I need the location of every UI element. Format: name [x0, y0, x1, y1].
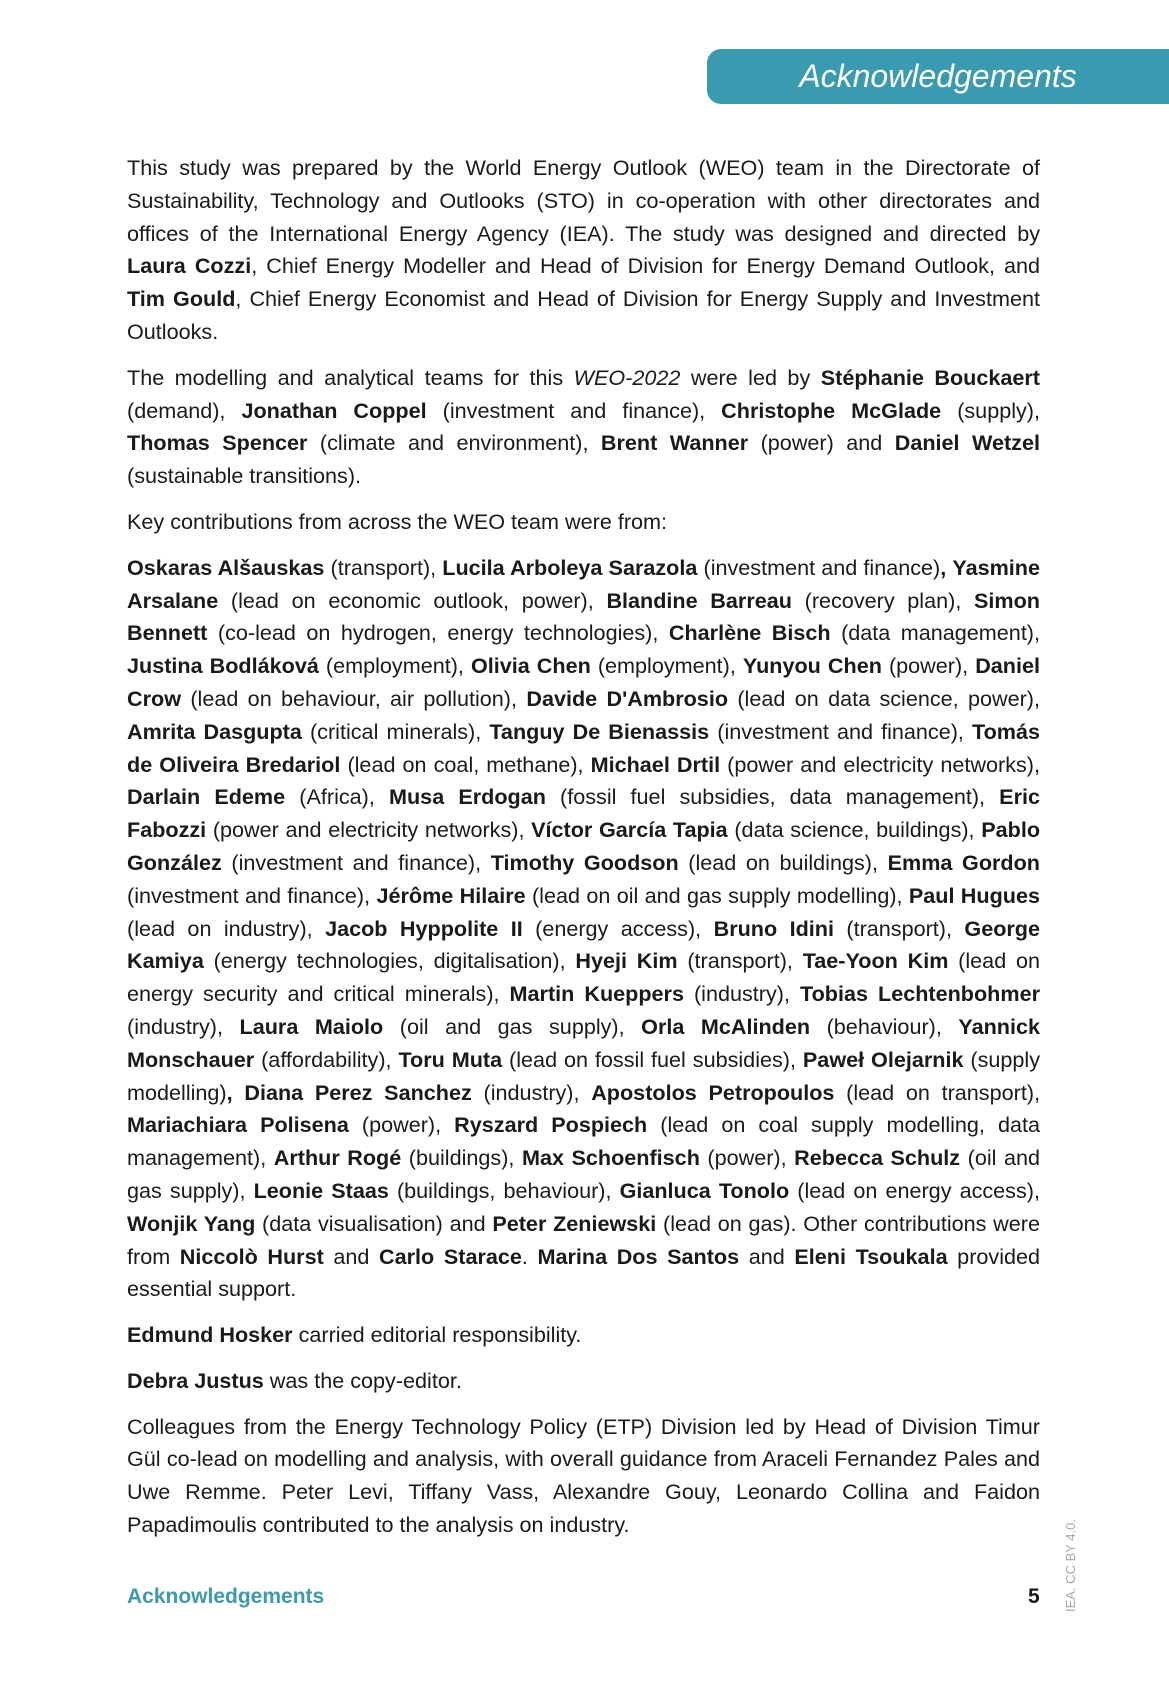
paragraph-text: (power), — [881, 653, 976, 679]
paragraph-text: (lead on data science, power), — [728, 685, 1041, 711]
paragraph — [127, 1365, 1040, 1398]
contributor-name: Michael Drtil — [590, 751, 721, 777]
contributor-name: Carlo Starace — [379, 1243, 522, 1269]
contributor-name: Jérôme Hilaire — [376, 882, 526, 908]
contributor-name: Charlène Bisch — [668, 620, 831, 646]
contributor-name: , — [226, 1079, 233, 1105]
paragraph-text: (power and electricity networks), — [720, 751, 1040, 777]
paragraph-text: were led by — [680, 364, 821, 390]
contributor-name: Thomas Spencer — [127, 430, 308, 456]
paragraph-text: (data visualisation) and — [255, 1210, 493, 1236]
contributor-name: Debra Justus — [127, 1367, 264, 1393]
contributor-name: Tae-Yoon Kim — [802, 948, 949, 974]
paragraph-text: (lead on oil and gas supply modelling), — [525, 882, 909, 908]
section-header-tab — [707, 49, 1169, 104]
paragraph-text: (investment and finance), — [709, 718, 972, 744]
paragraph — [127, 1319, 1040, 1352]
paragraph-text: (transport), — [324, 554, 443, 580]
contributor-name: Olivia Chen — [470, 653, 591, 679]
contributor-name: Hyeji Kim — [575, 948, 678, 974]
paragraph-text: (power), — [348, 1112, 455, 1138]
paragraph-text: (lead on buildings), — [678, 849, 888, 875]
paragraph-text: , Chief Energy Economist and Head of Division for Energy Supply and Investment Outlooks. — [127, 286, 1040, 344]
paragraph-text: (lead on gas). Other contributions were from — [127, 1210, 1040, 1269]
contributor-name: Gianluca Tonolo — [619, 1177, 790, 1203]
contributor-name: Jonathan Coppel — [241, 397, 427, 423]
paragraph-text: (lead on behaviour, air pollution), — [180, 685, 527, 711]
contributor-name: Daniel Crow — [127, 653, 1040, 711]
footer-section-label: Acknowledgements — [127, 1585, 325, 1608]
paragraph-text: The modelling and analytical teams for this — [127, 364, 574, 390]
contributor-name: Oskaras Alšauskas — [127, 554, 325, 580]
paragraph-text: (buildings), — [401, 1145, 522, 1171]
paragraph-text: (industry), — [127, 1013, 240, 1039]
contributor-name: Timothy Goodson — [490, 849, 679, 875]
paragraph-text: and — [323, 1243, 380, 1269]
paragraph-text: (climate and environment), — [307, 430, 601, 456]
paragraph-text: (data management), — [830, 620, 1041, 646]
page-number: 5 — [1028, 1585, 1040, 1608]
paragraph-text: (lead on economic outlook, power), — [218, 587, 607, 613]
contributor-name: Tim Gould — [127, 286, 236, 312]
contributor-name: Pablo González — [127, 817, 1041, 875]
paragraph-text — [233, 1080, 245, 1105]
paragraph-text: (investment and finance), — [221, 849, 491, 875]
paragraph-text: (industry), — [471, 1079, 592, 1105]
paragraph-text: (fossil fuel subsidies, data management), — [545, 784, 1000, 810]
paragraph-text: (lead on energy security and critical minerals), — [127, 948, 1040, 1007]
contributor-name: Justina Bodláková — [127, 653, 319, 679]
contributor-name: Toru Muta — [398, 1046, 503, 1072]
contributor-name: Daniel Wetzel — [894, 430, 1040, 456]
contributor-name: Ryszard Pospiech — [454, 1112, 648, 1138]
paragraph-text: and — [739, 1243, 795, 1269]
contributor-name: Arthur Rogé — [273, 1145, 402, 1171]
contributor-name: Yannick Monschauer — [127, 1013, 1040, 1072]
paragraph-text: (investment and finance), — [127, 882, 377, 908]
paragraph-text: (supply), — [941, 397, 1040, 423]
paragraph-text: (industry), — [683, 981, 800, 1007]
paragraph-text: (transport), — [833, 915, 965, 941]
contributor-name: Laura Cozzi — [127, 253, 252, 279]
contributor-name: Jacob Hyppolite II — [325, 915, 523, 941]
contributor-name: Marina Dos Santos — [537, 1243, 740, 1269]
paragraph-text: (co-lead on hydrogen, energy technologies), — [207, 620, 669, 646]
paragraph-text: (power and electricity networks), — [206, 817, 532, 843]
paragraph — [127, 1411, 1040, 1542]
contributor-name: Paul Hugues — [908, 882, 1040, 908]
contributor-name: Tanguy De Bienassis — [489, 718, 710, 744]
contributor-name: Eleni Tsoukala — [794, 1243, 948, 1269]
paragraph-text: This study was prepared by the World Energy Outlook (WEO) team in the Directorate of Sustainability, Technology and Outlooks (STO) in co-operation with other directorates and offices of the International Energy Agency (IEA). The study was designed and directed by — [127, 155, 1040, 246]
paragraph-text: , Chief Energy Modeller and Head of Division for Energy Demand Outlook, and — [251, 253, 1040, 279]
contributor-name: Apostolos Petropoulos — [591, 1079, 835, 1105]
license-watermark: IEA. CC BY 4.0. — [1063, 1519, 1078, 1612]
paragraph-text: . — [521, 1243, 538, 1269]
paragraph-text: (lead on coal supply modelling, data management), — [127, 1112, 1040, 1171]
paragraph-text: (investment and finance), — [426, 397, 722, 423]
contributor-name: Eric Fabozzi — [127, 784, 1040, 843]
contributor-name: Mariachiara Polisena — [127, 1112, 349, 1138]
paragraph-text: (recovery plan), — [791, 587, 975, 613]
contributor-name: Paweł Olejarnik — [802, 1046, 964, 1072]
paragraph-text: Colleagues from the Energy Technology Policy (ETP) Division led by Head of Division Timur Gül co-lead on modelling and analysis, with overall guidance from Araceli Fernandez Pales and Uwe Remme. Peter Levi, Tiffany Vass, Alexandre Gouy, Leonardo Collina and Faidon Papadimoulis contributed to the analysis on industry. — [127, 1413, 1040, 1538]
paragraph-text: (lead on transport), — [834, 1079, 1041, 1105]
paragraph — [127, 506, 1040, 539]
paragraph-text: (sustainable transitions). — [127, 463, 362, 489]
paragraph-text: (oil and gas supply), — [383, 1013, 642, 1039]
contributor-name: , — [940, 554, 947, 580]
contributor-name: Max Schoenfisch — [521, 1145, 700, 1171]
contributor-name: Rebecca Schulz — [794, 1145, 961, 1171]
paragraph-text: (lead on energy access), — [789, 1177, 1040, 1203]
contributor-name: Niccolò Hurst — [179, 1243, 324, 1269]
contributor-name: Tomás de Oliveira Bredariol — [127, 718, 1040, 777]
contributor-name: Blandine Barreau — [606, 587, 792, 613]
paragraph-text: provided essential support. — [127, 1243, 1041, 1302]
paragraph-text: (lead on coal, methane), — [340, 751, 591, 777]
contributor-name: Peter Zeniewski — [492, 1210, 657, 1236]
contributor-name: Edmund Hosker — [127, 1322, 293, 1348]
contributor-name: Leonie Staas — [253, 1177, 389, 1203]
contributor-name: Simon Bennett — [127, 587, 1040, 646]
contributor-name: Yunyou Chen — [742, 653, 882, 679]
contributor-name: Wonjik Yang — [127, 1210, 256, 1236]
contributor-name: Lucila Arboleya Sarazola — [442, 554, 698, 580]
contributor-name: Davide D'Ambrosio — [526, 685, 729, 711]
paragraph-text: (transport), — [677, 948, 803, 974]
paragraph-text: (energy technologies, digitalisation), — [203, 948, 576, 974]
acknowledgements-body — [127, 152, 1040, 1555]
contributor-name: Amrita Dasgupta — [127, 718, 302, 744]
publication-title: WEO-2022 — [573, 364, 681, 390]
paragraph-text: (Africa), — [285, 784, 389, 810]
section-header-title: Acknowledgements — [799, 58, 1077, 94]
contributor-name: Tobias Lechtenbohmer — [800, 981, 1040, 1007]
paragraph-text: (oil and gas supply), — [127, 1145, 1040, 1203]
paragraph-text: (energy access), — [522, 915, 714, 941]
paragraph — [127, 552, 1040, 1306]
contributor-name: Laura Maiolo — [239, 1013, 384, 1039]
paragraph-text: (power), — [699, 1145, 795, 1171]
paragraph-text: was the copy-editor. — [263, 1367, 462, 1393]
paragraph-text: (critical minerals), — [301, 718, 490, 744]
contributor-name: Stéphanie Bouckaert — [820, 364, 1040, 390]
paragraph-text: (investment and finance) — [697, 554, 941, 580]
paragraph-text: (employment), — [590, 653, 743, 679]
contributor-name: Víctor García Tapia — [531, 817, 728, 843]
paragraph-text: (lead on fossil fuel subsidies), — [502, 1046, 803, 1072]
paragraph-text: (buildings, behaviour), — [388, 1177, 620, 1203]
paragraph-text: (affordability), — [254, 1046, 399, 1072]
paragraph-text: carried editorial responsibility. — [292, 1322, 582, 1348]
paragraph-text: (data science, buildings), — [727, 817, 982, 843]
contributor-name: Diana Perez Sanchez — [244, 1079, 472, 1105]
contributor-name: Christophe McGlade — [721, 397, 942, 423]
paragraph-text: (behaviour), — [810, 1013, 959, 1039]
paragraph-text: Key contributions from across the WEO team were from: — [127, 508, 668, 534]
contributor-name: Musa Erdogan — [389, 784, 546, 810]
paragraph-text: (supply modelling) — [127, 1046, 1040, 1105]
contributor-name: Emma Gordon — [887, 849, 1040, 875]
paragraph-text: (demand), — [127, 397, 242, 423]
paragraph-text: (power) and — [748, 430, 895, 456]
paragraph — [127, 362, 1040, 493]
paragraph-text: (employment), — [318, 653, 471, 679]
contributor-name: Bruno Idini — [713, 915, 834, 941]
paragraph — [127, 152, 1040, 349]
contributor-name: Yasmine Arsalane — [127, 554, 1040, 613]
paragraph-text: (lead on industry), — [127, 915, 326, 941]
contributor-name: Martin Kueppers — [509, 981, 684, 1007]
contributor-name: George Kamiya — [127, 915, 1041, 974]
contributor-name: Darlain Edeme — [127, 784, 286, 810]
contributor-name: Orla McAlinden — [641, 1013, 811, 1039]
contributor-name: Brent Wanner — [600, 430, 749, 456]
